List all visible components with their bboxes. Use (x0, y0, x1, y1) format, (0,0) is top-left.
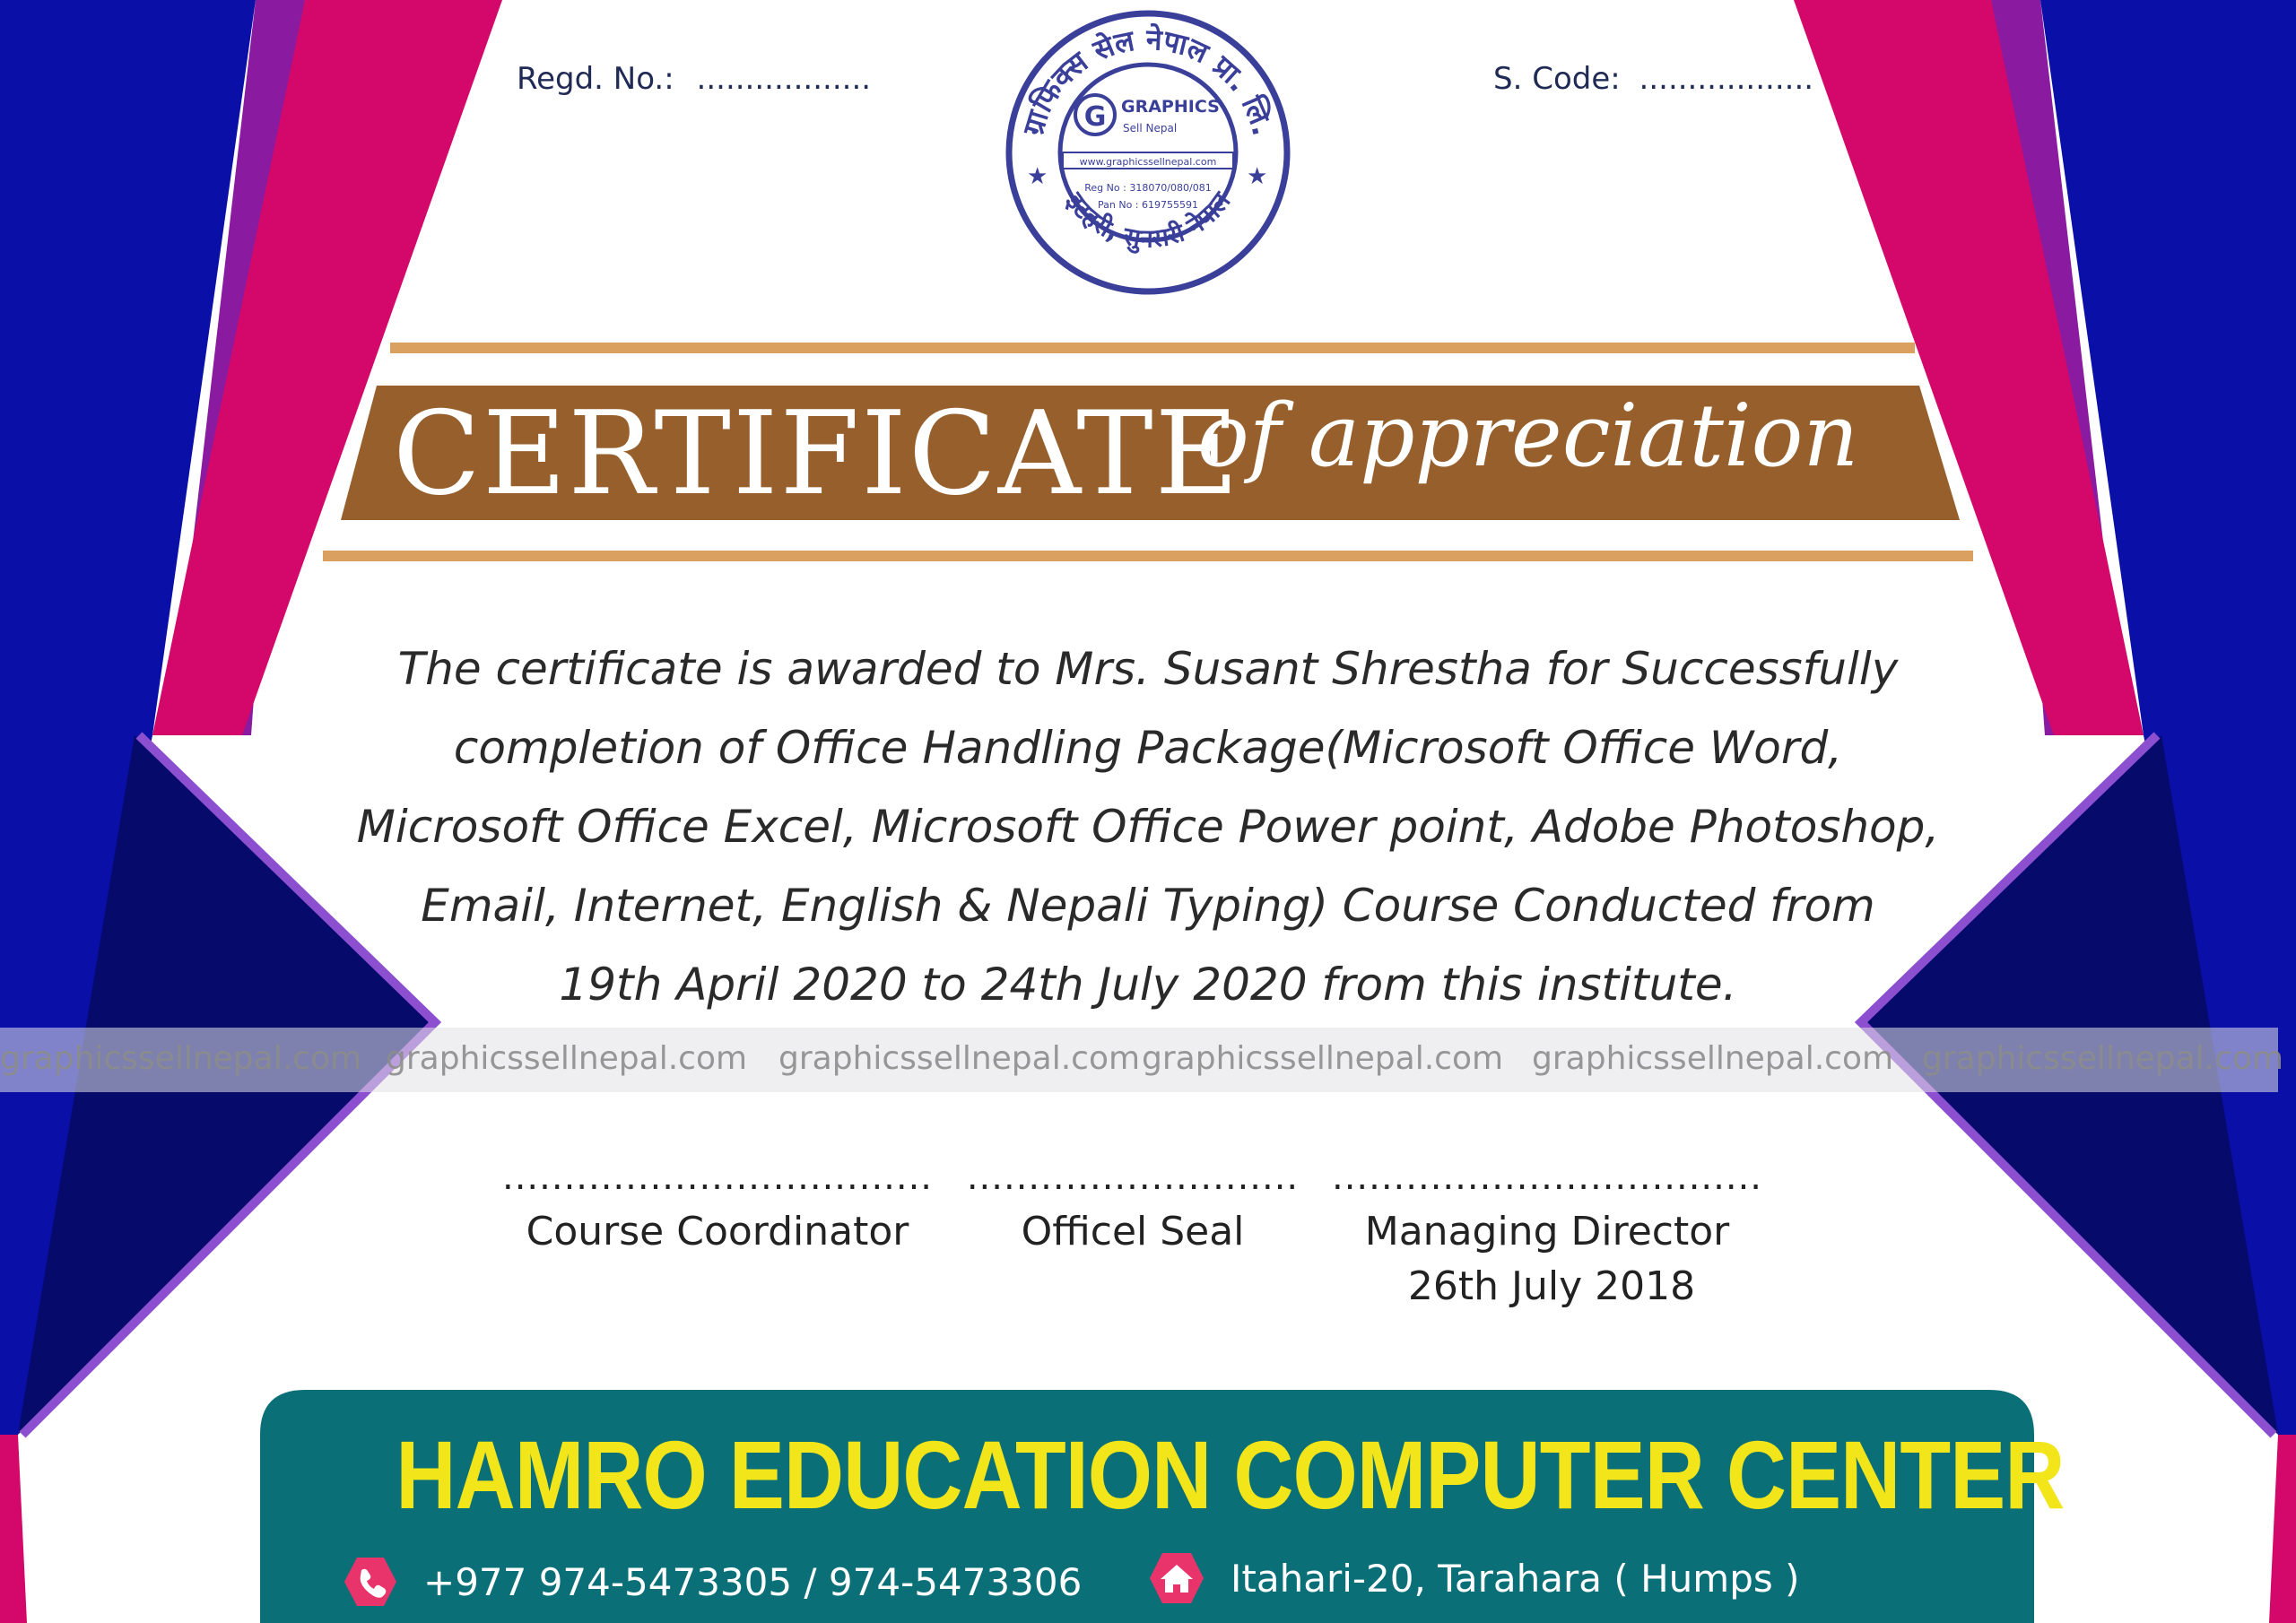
seal-pan-no: Pan No : 619755591 (1098, 199, 1198, 211)
signature-line: ................................... (1331, 1157, 1763, 1198)
seal-logo-letter: G (1083, 101, 1107, 133)
seal-reg-no: Reg No : 318070/080/081 (1084, 182, 1212, 194)
title-bottom-rule (323, 551, 1973, 561)
signature-line: ........................... (966, 1157, 1300, 1198)
home-icon (1148, 1551, 1205, 1605)
company-seal (1000, 9, 1296, 296)
regd-no-value: .................. (696, 61, 872, 97)
seal-brand-name: GRAPHICS (1121, 97, 1220, 117)
watermark-text: graphicssellnepal.com (778, 1040, 1141, 1077)
body-line: The certificate is awarded to Mrs. Susant Shrestha for Successfully (397, 643, 1899, 695)
signature-date: 26th July 2018 (1407, 1263, 1696, 1309)
signature-label: Course Coordinator (526, 1209, 909, 1254)
body-line: 19th April 2020 to 24th July 2020 from this institute. (559, 959, 1737, 1011)
seal-bottom-text: इटहरी, सुनसरी नेपाल (1059, 187, 1237, 254)
seal-star-right: ★ (1247, 163, 1268, 190)
body-line: Email, Internet, English & Nepali Typing) Course Conducted from (421, 880, 1875, 932)
phone-icon (343, 1556, 398, 1608)
signature-official-seal (953, 1157, 1312, 1254)
footer-phone (343, 1556, 1082, 1608)
watermark-text: graphicssellnepal.com (1532, 1040, 1894, 1077)
signature-course-coordinator (502, 1157, 933, 1254)
address-text: Itahari-20, Tarahara ( Humps ) (1231, 1556, 1800, 1601)
s-code (1493, 61, 1813, 97)
footer-title-wrap (260, 1419, 2065, 1531)
signature-label: Managing Director (1364, 1209, 1730, 1254)
body-line: Microsoft Office Excel, Microsoft Office Power point, Adobe Photoshop, (356, 801, 1940, 853)
seal-website: www.graphicssellnepal.com (1079, 156, 1217, 168)
seal-brand-sub: Sell Nepal (1123, 122, 1178, 135)
phone-number: +977 974-5473305 / 974-5473306 (423, 1559, 1083, 1604)
title-top-rule (390, 343, 1915, 353)
seal-top-text: ग्राफिक्स सेल नेपाल प्रा. लि. (1015, 22, 1281, 140)
watermark-text: graphicssellnepal.com (1142, 1040, 1504, 1077)
regd-no (517, 61, 871, 97)
watermark-text: graphicssellnepal.com (386, 1040, 748, 1077)
certificate-body (323, 629, 1973, 1024)
signature-label: Officel Seal (1021, 1209, 1245, 1254)
certificate-title: CERTIFICATE (393, 387, 1240, 521)
footer-address (1148, 1551, 1799, 1605)
certificate-subtitle: of appreciation (1197, 386, 1859, 486)
s-code-value: .................. (1639, 61, 1814, 97)
seal-star-left: ★ (1027, 163, 1048, 190)
s-code-label: S. Code: (1493, 61, 1621, 97)
right-curtain-hem (2269, 1435, 2296, 1623)
watermark-text: graphicssellnepal.com (1922, 1040, 2284, 1077)
signature-managing-director (1327, 1157, 1767, 1309)
signature-line: ................................... (502, 1157, 934, 1198)
watermark-text: graphicssellnepal.com (0, 1040, 362, 1077)
regd-no-label: Regd. No.: (517, 61, 674, 97)
body-line: completion of Office Handling Package(Microsoft Office Word, (453, 722, 1843, 774)
left-curtain-hem (0, 1435, 27, 1623)
institute-name: HAMRO EDUCATION COMPUTER CENTER (396, 1420, 2065, 1529)
